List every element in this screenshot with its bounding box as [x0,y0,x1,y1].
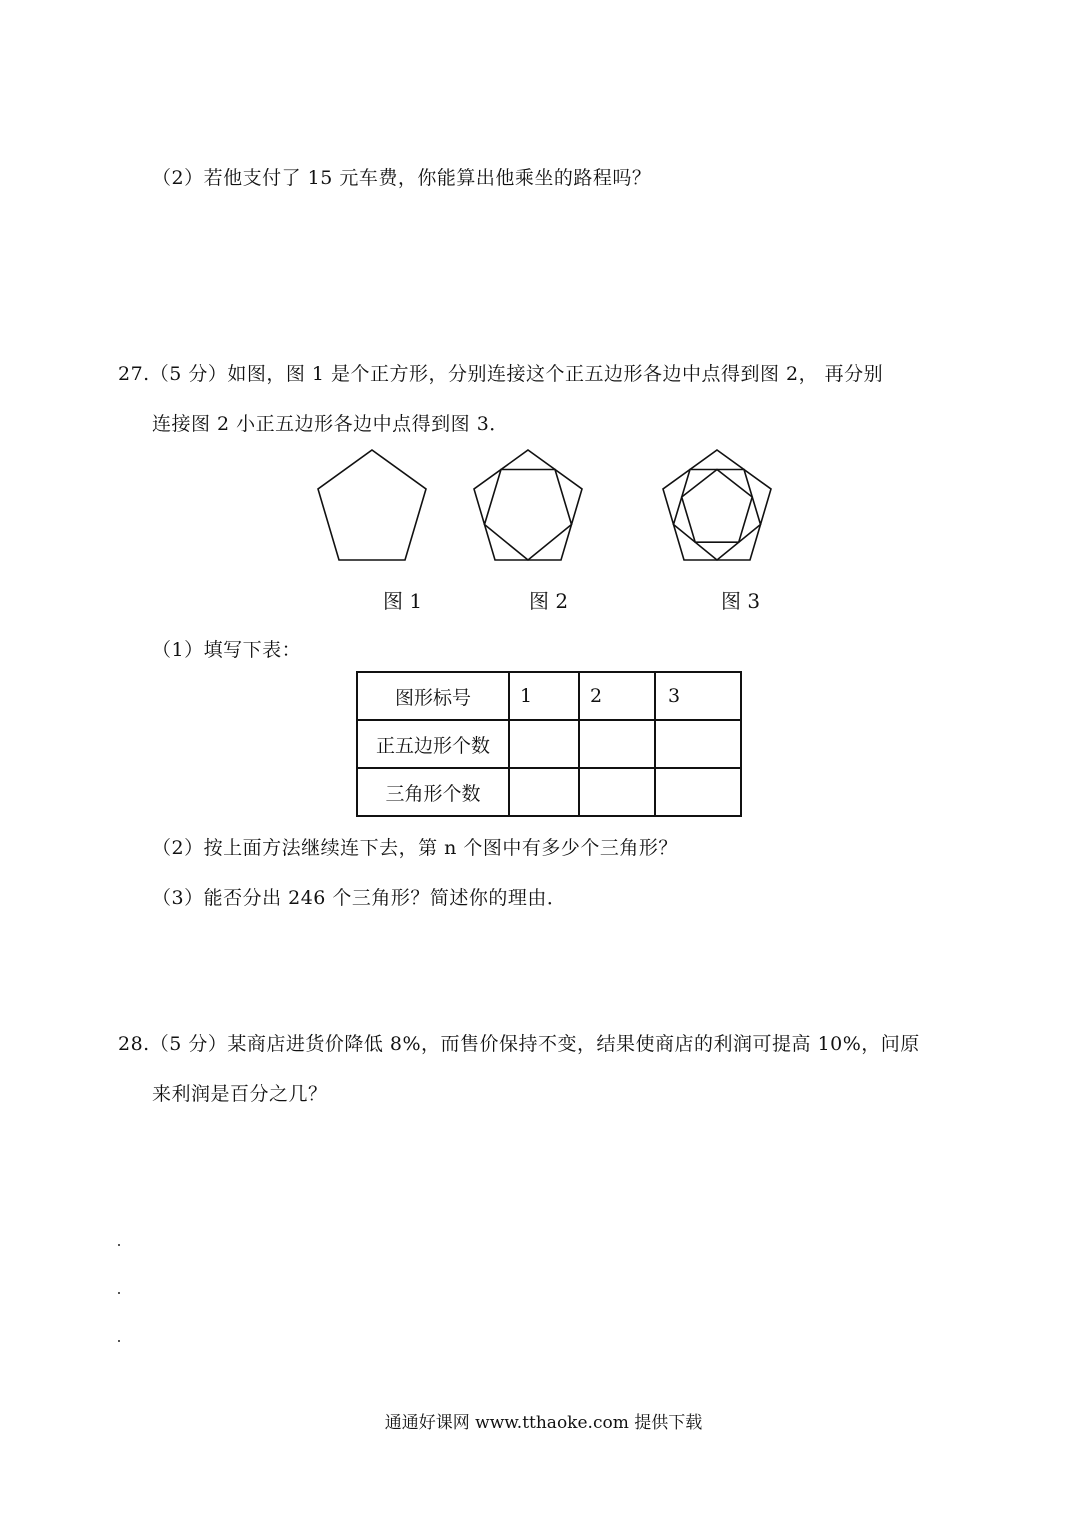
table-header-cell: 2 [579,672,655,720]
table-row [357,768,741,816]
figure-1-pentagon [310,443,434,567]
figure-1-caption: 图 1 [383,589,423,613]
table-row-label: 三角形个数 [357,768,509,816]
table-header-cell: 3 [655,672,741,720]
table-row-label: 正五边形个数 [357,720,509,768]
table-answer-cell[interactable] [509,768,579,816]
answer-table [356,671,742,817]
table-row [357,720,741,768]
q28-prompt-line1: 28.（5 分）某商店进货价降低 8%，而售价保持不变，结果使商店的利润可提高 10%，问原 [118,1033,920,1055]
table-header-row [357,672,741,720]
figure-3-pentagons [655,443,779,567]
scan-mark [118,1340,120,1342]
table-answer-cell[interactable] [579,768,655,816]
scan-mark [118,1292,120,1294]
figure-3-caption: 图 3 [721,589,761,613]
scan-mark [118,1244,120,1246]
q27-prompt-line1: 27.（5 分）如图，图 1 是个正方形，分别连接这个正五边形各边中点得到图 2， 再分别 [118,363,884,385]
table-header-cell: 1 [509,672,579,720]
q27-prompt-line2: 连接图 2 小正五边形各边中点得到图 3． [152,413,509,435]
table-answer-cell[interactable] [655,768,741,816]
figure-2-pentagons [466,443,590,567]
q27-part3-text: （3）能否分出 246 个三角形？简述你的理由． [152,887,567,909]
q28-prompt-line2: 来利润是百分之几？ [152,1083,328,1105]
table-header-cell: 图形标号 [357,672,509,720]
q26-part2-text: （2）若他支付了 15 元车费，你能算出他乘坐的路程吗？ [152,167,652,189]
table-answer-cell[interactable] [509,720,579,768]
q27-part1-text: （1）填写下表： [152,639,302,661]
table-answer-cell[interactable] [579,720,655,768]
q27-part2-text: （2）按上面方法继续连下去，第 n 个图中有多少个三角形？ [152,837,678,859]
table-answer-cell[interactable] [655,720,741,768]
page-footer: 通通好课网 www.tthaoke.com 提供下载 [384,1413,703,1433]
figure-2-caption: 图 2 [529,589,569,613]
